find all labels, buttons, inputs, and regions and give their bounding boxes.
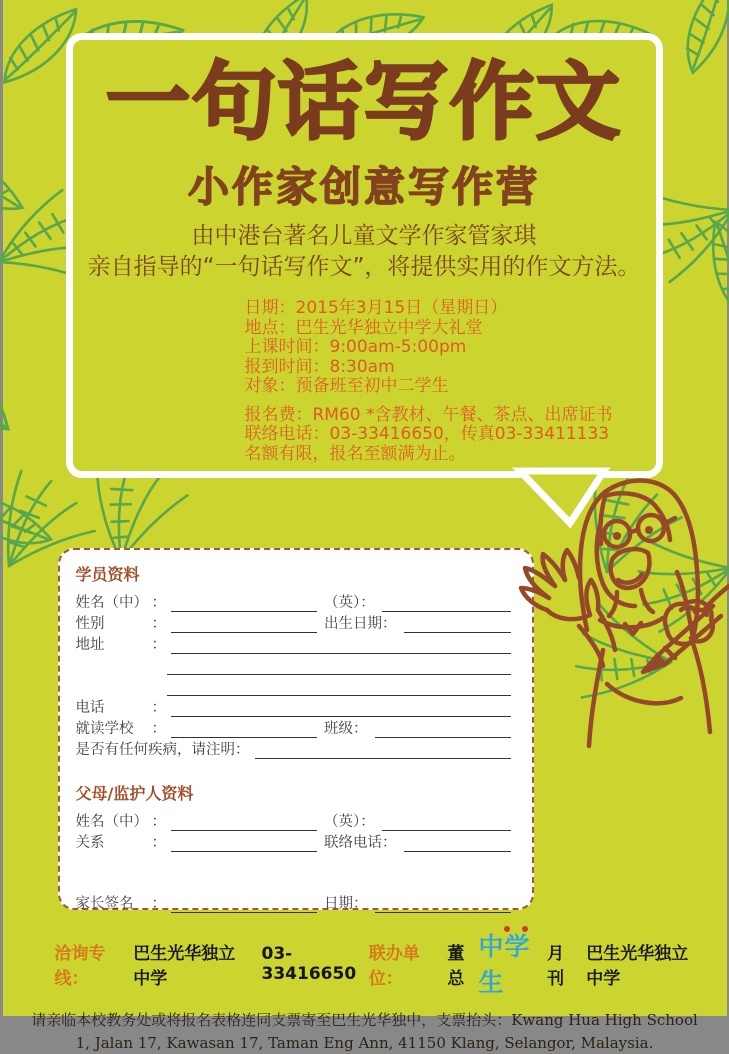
field-label: 电话 [76, 696, 152, 717]
footer-contact-line [3, 928, 727, 1000]
field-label: （英）： [324, 591, 375, 612]
organizer-group [369, 928, 703, 1000]
detail-venue: 地点：巴生光华独立中学大礼堂 [245, 319, 656, 339]
input-line-school [171, 722, 317, 738]
input-line-class [375, 722, 511, 738]
organizer-dongzong: 董总 [447, 939, 476, 989]
form-row-school-class: 就读学校 ： 班级： [76, 717, 516, 738]
form-row-phone: 电话 ： [76, 696, 516, 717]
detail-date: 日期：2015年3月15日（星期日） [245, 299, 656, 319]
form-row-signature: 家长签名 ： 日期： [76, 892, 516, 913]
form-row-student-name: 姓名（中） ： （英）： [76, 591, 516, 612]
field-label: 性别 [76, 612, 152, 633]
organizer-school: 巴生光华独立中学 [586, 939, 702, 989]
speech-bubble [66, 33, 663, 478]
input-line-name-cn [171, 596, 317, 612]
input-line-gender [171, 617, 317, 633]
input-line-guardian-name-en [382, 815, 511, 831]
detail-quota: 名额有限，报名至额满为止。 [245, 445, 656, 465]
detail-class-time: 上课时间：9:00am-5:00pm [245, 338, 656, 358]
form-row-address-cont [76, 675, 516, 696]
input-line-phone [171, 701, 511, 717]
form-row-guardian-name: 姓名（中） ： （英）： [76, 810, 516, 831]
footer-note [3, 1009, 727, 1054]
input-line-relationship [171, 836, 317, 852]
flyer-poster [3, 0, 727, 1016]
field-label: 姓名（中） [76, 591, 152, 612]
form-row-illness [76, 738, 516, 759]
field-label: 班级： [324, 717, 368, 738]
form-row-address-cont [76, 654, 516, 675]
field-label: 是否有任何疾病，请注明： [76, 738, 250, 759]
input-line-dob [404, 617, 511, 633]
input-line-address-1 [171, 638, 511, 654]
field-label: 关系 [76, 831, 152, 852]
detail-audience: 对象：预备班至初中二学生 [245, 377, 656, 397]
input-line-address-3 [167, 680, 511, 696]
input-line-signature [171, 897, 317, 913]
field-label: 出生日期： [324, 612, 397, 633]
zhongxuesheng-magazine-logo: 中学生 [478, 927, 545, 999]
organizer-label: 联办单位： [369, 939, 442, 989]
footer-note-line-1: 请亲临本校教务处或将报名表格连同支票寄至巴生光华独中，支票抬头：Kwang Hua High School [3, 1009, 727, 1032]
detail-checkin-time: 报到时间：8:30am [245, 358, 656, 378]
input-line-contact-phone [404, 836, 511, 852]
hotline-phone: 03-33416650 [262, 944, 369, 984]
input-line-date [375, 897, 511, 913]
poster-title: 一句话写作文 [73, 58, 656, 146]
registration-form [58, 548, 534, 910]
input-line-name-en [382, 596, 511, 612]
woman-writer-mascot-icon [505, 460, 729, 752]
field-label: 地址 [76, 633, 152, 654]
event-details [245, 299, 656, 464]
organizer-monthly: 月刊 [547, 939, 576, 989]
field-label: 日期： [324, 892, 368, 913]
field-label: 家长签名 [76, 892, 152, 913]
form-row-relationship: 关系 ： 联络电话： [76, 831, 516, 852]
input-line-illness [255, 743, 511, 759]
description-line-1: 由中港台著名儿童文学作家管家琪 [73, 221, 656, 252]
field-label: （英）： [324, 810, 375, 831]
student-section-heading: 学员资料 [76, 562, 516, 585]
description-line-2: 亲自指导的“一句话写作文”，将提供实用的作文方法。 [73, 252, 656, 283]
field-label: 姓名（中） [76, 810, 152, 831]
footer-note-line-2: 1, Jalan 17, Kawasan 17, Taman Eng Ann, 41150 Klang, Selangor, Malaysia. [3, 1032, 727, 1054]
footer [3, 928, 727, 1054]
detail-fee: 报名费：RM60 *含教材、午餐、茶点、出席证书 [245, 406, 656, 426]
hotline-label: 洽询专线： [55, 939, 128, 989]
form-row-address: 地址 ： [76, 633, 516, 654]
input-line-guardian-name-cn [171, 815, 317, 831]
poster-subtitle: 小作家创意写作营 [73, 154, 656, 213]
input-line-address-2 [167, 659, 511, 675]
field-label: 就读学校 [76, 717, 152, 738]
field-label: 联络电话： [324, 831, 397, 852]
guardian-section-heading: 父母/监护人资料 [76, 781, 516, 804]
form-row-gender-dob: 性别 ： 出生日期： [76, 612, 516, 633]
hotline-school: 巴生光华独立中学 [133, 939, 249, 989]
hotline-group [55, 939, 369, 989]
poster-description [73, 221, 656, 283]
detail-contact: 联络电话：03-33416650，传真03-33411133 [245, 425, 656, 445]
